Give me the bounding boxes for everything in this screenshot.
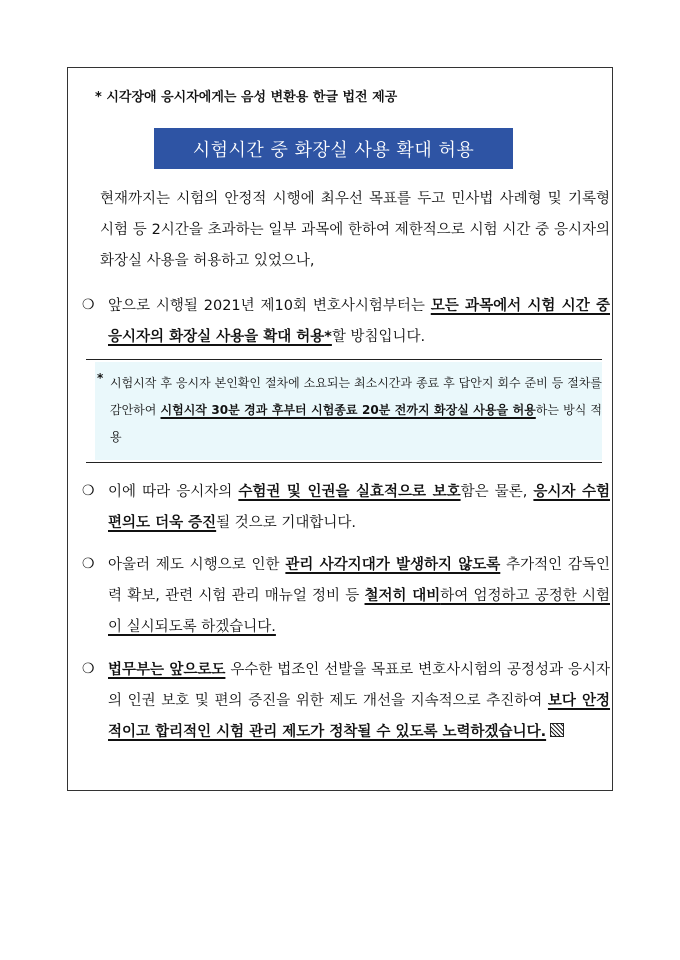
bullet-item-3: [82, 550, 610, 643]
bullet-1-emphasis: 모든 과목에서 시험 시간 중 응시자의 화장실 사용을 확대 허용*: [108, 298, 610, 345]
bullet-2-middle: 함은 물론,: [460, 484, 534, 500]
bullet-2-emphasis: 수험권 및 인권을 실효적으로 보호: [238, 484, 461, 500]
footnote-asterisk: *: [97, 371, 104, 385]
bullet-1-before: 앞으로 시행될 2021년 제10회 변호사시험부터는: [108, 298, 431, 314]
footnote-text: [110, 370, 602, 451]
asterisk-mark: *: [95, 90, 102, 105]
bullet-4-text: [108, 655, 610, 748]
bullet-item-1: [82, 291, 610, 353]
intro-text: 현재까지는 시험의 안정적 시행에 최우선 목표를 두고 민사법 사례형 및 기록형 시험 등 2시간을 초과하는 일부 과목에 한하여 제한적으로 시험 시간 중 응시자의 화장실 사용을 허용하고 있었으나,: [100, 191, 610, 269]
bullet-2-before: 이에 따라 응시자의: [108, 484, 239, 500]
hatched-square-icon: [550, 723, 564, 737]
footnote-top-rule: [86, 359, 602, 360]
section-banner: [154, 128, 513, 169]
bullet-4-emphasis: 법무부는 앞으로도: [108, 662, 226, 678]
circle-bullet-icon: ❍: [82, 297, 95, 313]
bullet-1-after: 할 방침입니다.: [331, 329, 426, 345]
top-note-text: 시각장애 응시자에게는 음성 변환용 한글 법전 제공: [106, 90, 398, 105]
circle-bullet-icon: ❍: [82, 483, 95, 499]
bullet-item-4: [82, 655, 610, 748]
bullet-2-emphasis-2: 응시자 수험 편의도 더욱 증진: [108, 484, 610, 531]
bullet-1-text: [108, 291, 610, 353]
footnote-after: 하는 방식 적용: [110, 403, 603, 444]
bullet-3-underlined: 하여 엄정하고 공정한 시험이 실시되도록 하겠습니다.: [108, 588, 610, 635]
circle-bullet-icon: ❍: [82, 661, 95, 677]
intro-paragraph: [100, 184, 610, 277]
bullet-4-middle: 우수한 법조인 선발을 목표로 변호사시험의 공정성과 응시자의 인권 보호 및 편의 증진을 위한 제도 개선을 지속적으로 추진하여: [108, 662, 611, 709]
bullet-3-emphasis: 관리 사각지대가 발생하지 않도록: [285, 557, 501, 573]
footnote-before: 시험시작 후 응시자 본인확인 절차에 소요되는 최소시간과 종료 후 답안지 회수 준비 등 절차를 감안하여: [110, 376, 602, 417]
bullet-3-emphasis-2: 철저히 대비: [364, 588, 441, 604]
bullet-3-text: [108, 550, 610, 643]
banner-title: 시험시간 중 화장실 사용 확대 허용: [192, 139, 475, 161]
bullet-3-before: 아울러 제도 시행으로 인한: [108, 557, 286, 573]
bullet-item-2: [82, 477, 610, 539]
circle-bullet-icon: ❍: [82, 556, 95, 572]
bullet-3-middle: 추가적인 감독인력 확보, 관련 시험 관리 매뉴얼 정비 등: [108, 557, 610, 604]
bullet-2-after: 될 것으로 기대합니다.: [216, 515, 357, 531]
bullet-2-text: [108, 477, 610, 539]
footnote-bottom-rule: [86, 462, 602, 463]
footnote-emphasis: 시험시작 30분 경과 후부터 시험종료 20분 전까지 화장실 사용을 허용: [160, 403, 536, 417]
top-note: [95, 86, 397, 105]
bullet-4-emphasis-2: 보다 안정적이고 합리적인 시험 관리 제도가 정착될 수 있도록 노력하겠습니다.: [108, 693, 611, 740]
